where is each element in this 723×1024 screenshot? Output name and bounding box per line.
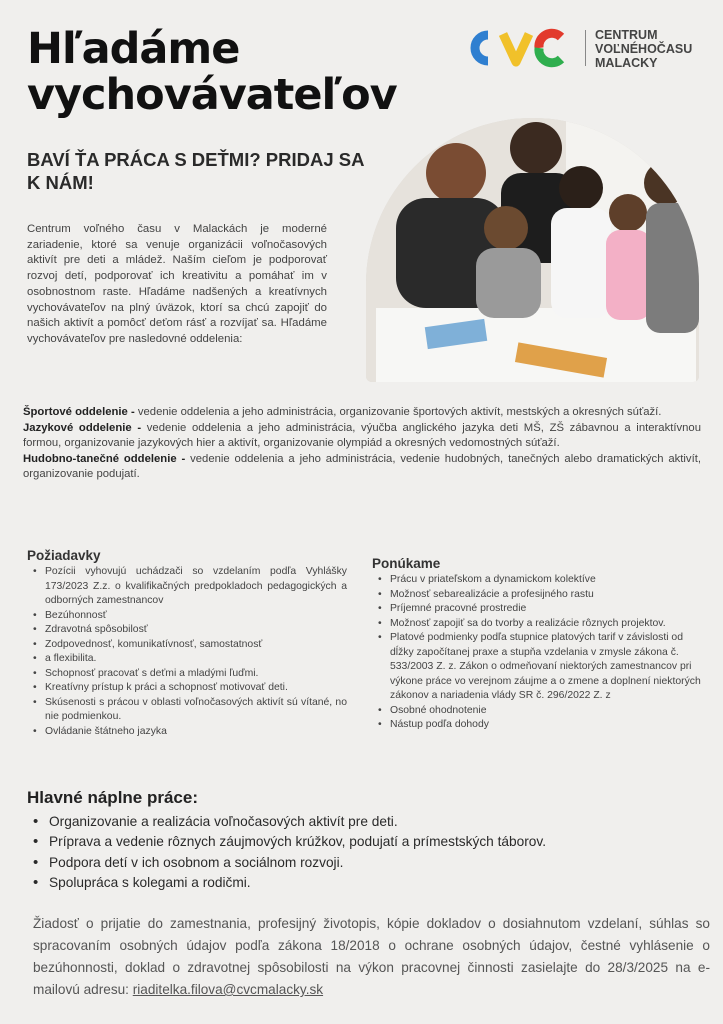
photo-illustration	[366, 118, 699, 382]
offers-section	[372, 556, 702, 733]
list-item: • Podpora detí v ich osobnom a sociálnom rozvoji.	[27, 853, 707, 873]
list-item: • Schopnosť pracovať s deťmi a mladými ľuďmi.	[27, 667, 347, 682]
list-item: • Bezúhonnosť	[27, 609, 347, 624]
intro-paragraph: Centrum voľného času v Malackách je moderné zariadenie, ktoré sa venuje organizácii voľnočasových aktivít pre deti a mládež. Naším cieľom je podporovať rozvoj detí, podporovať ich kreativitu a pomáhať im v osobnostnom raste. Hľadáme nadšených a kreatívnych vychovávateľov na plný úväzok, ktorí sa chcú zapojiť do našich aktivít a pomôcť deťom rásť a rozvíjať sa. Hľadáme vychovávateľov pre nasledovné oddelenia:	[27, 223, 327, 345]
logo-line-1: CENTRUM	[595, 28, 658, 42]
list-item: • Organizovanie a realizácia voľnočasových aktivít pre deti.	[27, 812, 707, 832]
list-item: • a flexibilita.	[27, 652, 347, 667]
department-name: Hudobno-tanečné oddelenie -	[23, 452, 186, 465]
logo-divider	[585, 30, 586, 66]
list-item: • Ovládanie štátneho jazyka	[27, 725, 347, 740]
logo-text	[595, 28, 692, 70]
list-item: • Príprava a vedenie rôznych záujmových krúžkov, podujatí a prímestských táborov.	[27, 832, 707, 852]
list-item: • Nástup podľa dohody	[372, 718, 702, 733]
department-item	[23, 452, 701, 483]
department-item	[23, 421, 701, 452]
requirements-title: Požiadavky	[27, 548, 101, 563]
offers-list	[372, 573, 702, 733]
logo-line-3: MALACKY	[595, 56, 658, 70]
children-group-photo	[366, 118, 699, 382]
application-text: Žiadosť o prijatie do zamestnania, profesijný životopis, kópie dokladov o dosiahnutom vzdelaní, súhlas so spracovaním osobných údajov podľa zákona 18/2018 o ochrane osobných údajov, čestné vyhlásenie o bezúhonnosti, doklad o zdravotnej spôsobilosti na výkon pracovnej činnosti zasielajte do 28/3/2025 na e-mailovú adresu:	[33, 916, 710, 997]
departments	[23, 405, 701, 483]
list-item: • Príjemné pracovné prostredie	[372, 602, 702, 617]
title-line-1: Hľadáme	[27, 24, 240, 74]
requirements-section	[27, 548, 347, 739]
department-text: vedenie oddelenia a jeho administrácia, vedenie hudobných, tanečných alebo dramatických aktivít, organizovanie podujatí.	[23, 452, 701, 480]
logo-line-2: VOĽNÉHOČASU	[595, 42, 693, 56]
subtitle: BAVÍ ŤA PRÁCA S DEŤMI? PRIDAJ SA K NÁM!	[27, 149, 364, 193]
list-item: • Zodpovednosť, komunikatívnosť, samostatnosť	[27, 638, 347, 653]
list-item: • Kreatívny prístup k práci a schopnosť motivovať deti.	[27, 681, 347, 696]
list-item: • Platové podmienky podľa stupnice platových tarif v závislosti od dĺžky započítanej praxe a stupňa vzdelania v zmysle zákona č. 533/2003 Z. z. Zákon o odmeňovaní niektorých zamestnancov pri výkone práce vo verejnom záujme a o zmene a doplnení niektorých zákonov a nariadenia vlády SR č. 296/2022 Z. z	[372, 631, 702, 704]
main-duties-section	[27, 788, 707, 893]
page-title	[27, 26, 427, 118]
list-item: • Skúsenosti s prácou v oblasti voľnočasových aktivít sú vítané, no nie podmienkou.	[27, 696, 347, 725]
list-item: • Zdravotná spôsobilosť	[27, 623, 347, 638]
department-text: vedenie oddelenia a jeho administrácia, organizovanie športových aktivít, mestských a okresných súťaží.	[134, 406, 662, 418]
duties-title: Hlavné náplne práce:	[27, 788, 199, 807]
application-instructions	[33, 913, 710, 1001]
department-name: Športové oddelenie -	[23, 406, 135, 418]
list-item: • Spolupráca s kolegami a rodičmi.	[27, 873, 707, 893]
list-item: • Pozícii vyhovujú uchádzači so vzdelaním podľa Vyhlášky 173/2023 Z.z. o kvalifikačných predpokladoch pedagogických a odborných zamestnancov	[27, 565, 347, 609]
email-link[interactable]: riaditelka.filova@cvcmalacky.sk	[132, 982, 324, 997]
list-item: • Možnosť sebarealizácie a profesijného rastu	[372, 588, 702, 603]
list-item: • Prácu v priateľskom a dynamickom kolektíve	[372, 573, 702, 588]
list-item: • Osobné ohodnotenie	[372, 704, 702, 719]
duties-list	[27, 812, 707, 893]
requirements-list	[27, 565, 347, 739]
title-line-2: vychovávateľov	[27, 70, 397, 120]
cvc-logo-mark-icon	[475, 33, 561, 62]
department-name: Jazykové oddelenie -	[23, 421, 142, 434]
department-text: vedenie oddelenia a jeho administrácia, výučba anglického jazyka deti MŠ, ZŠ zábavnou a interaktívnou formou, organizovanie jazykových hier a aktivít, organizovanie olympiád a okresných vedomostných súťaží.	[23, 421, 701, 449]
department-item	[23, 405, 701, 421]
list-item: • Možnosť zapojiť sa do tvorby a realizácie rôznych projektov.	[372, 617, 702, 632]
offers-title: Ponúkame	[372, 556, 441, 571]
